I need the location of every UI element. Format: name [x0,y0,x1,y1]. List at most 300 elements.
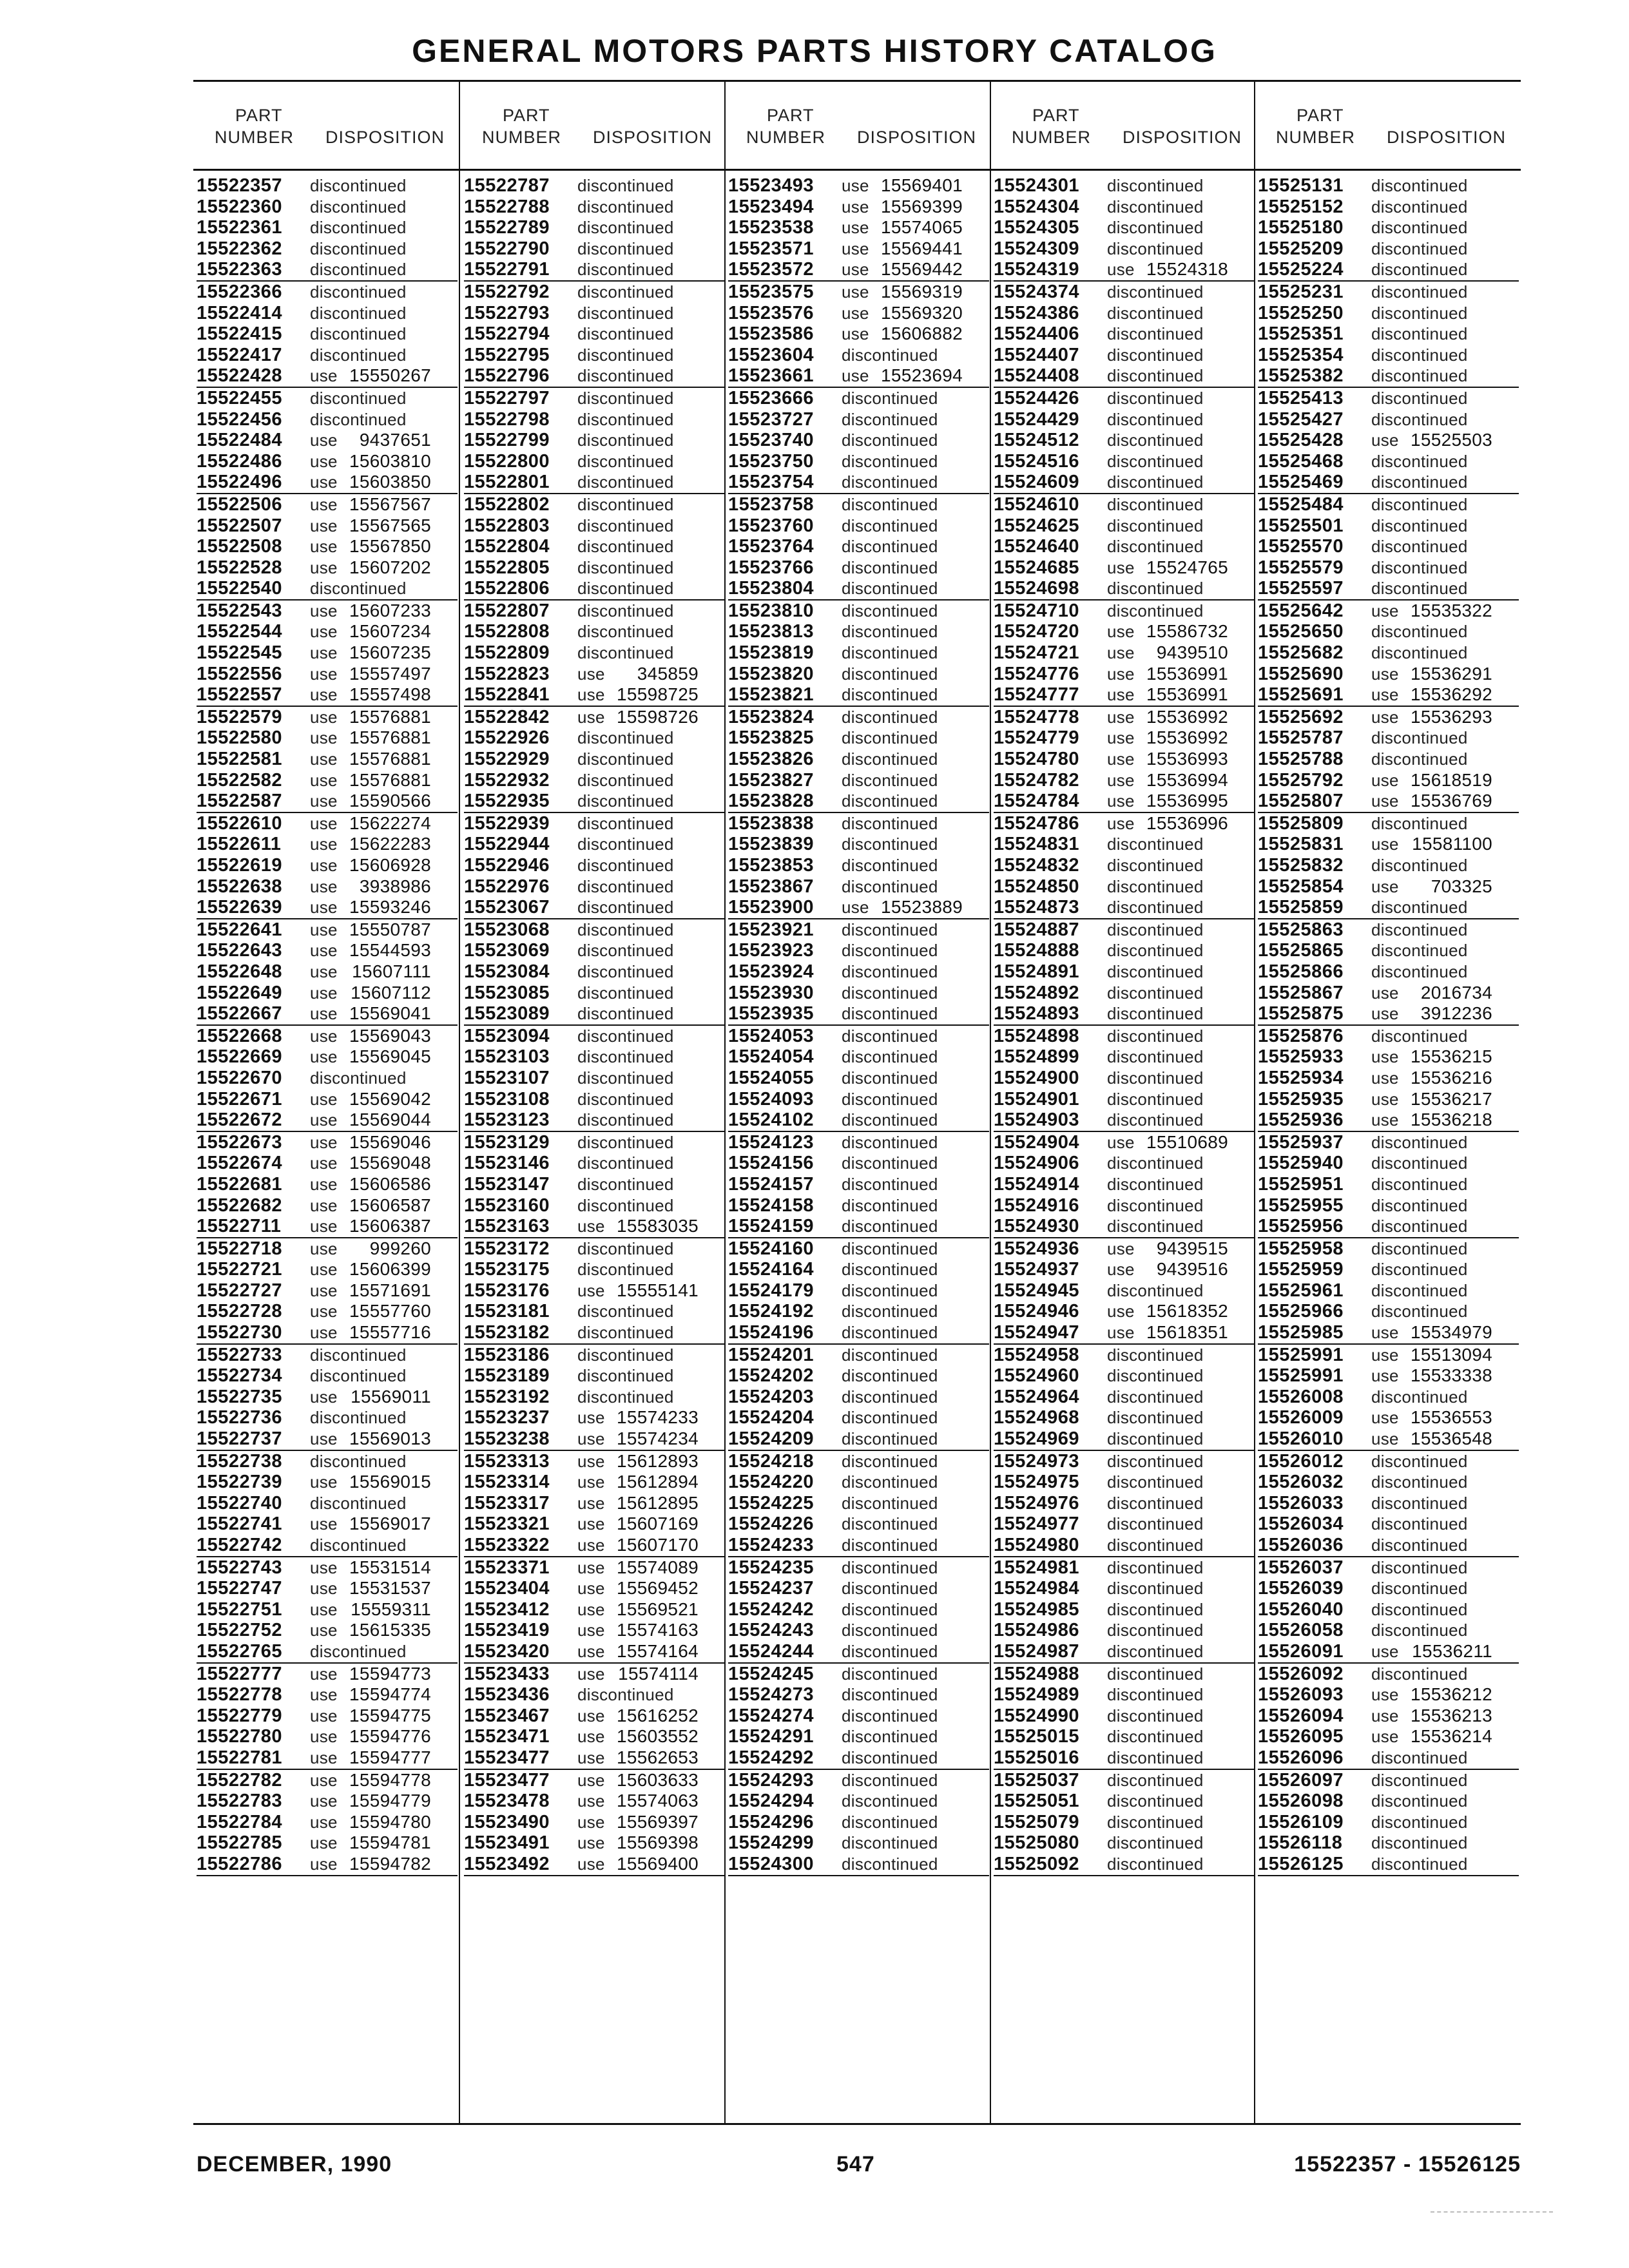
table-row [994,813,1255,834]
table-row [197,238,458,260]
table-row [728,1301,989,1322]
use-label: use [577,1854,605,1874]
part-number: 15522777 [197,1663,283,1684]
use-label: use [577,1280,605,1300]
table-row [197,621,458,642]
disposition [1371,876,1492,898]
table-row [464,557,725,579]
replacement-part: 15536211 [1412,1640,1492,1661]
disposition [1107,1238,1228,1260]
part-number: 15526093 [1258,1684,1344,1706]
disposition: discontinued [842,1854,938,1874]
table-row [464,1641,725,1664]
part-number: 15522946 [464,855,550,876]
disposition [1371,1706,1492,1727]
table-row [728,707,989,728]
table-row [1258,1770,1519,1791]
table-row [728,557,989,579]
use-label: use [310,1557,338,1577]
table-row [464,1132,725,1153]
part-number: 15525940 [1258,1153,1344,1174]
part-number: 15522738 [197,1450,283,1472]
part-number: 15522809 [464,642,550,664]
table-row [464,388,725,409]
table-row [728,451,989,472]
part-number: 15524946 [994,1301,1080,1322]
disposition: discontinued [577,1174,674,1194]
replacement-part: 15531514 [349,1557,431,1577]
table-row [728,259,989,282]
part-number: 15525787 [1258,727,1344,749]
use-label: use [310,1174,338,1194]
disposition: discontinued [1371,622,1468,642]
use-label: use [1371,983,1399,1003]
table-row [728,1238,989,1260]
use-label: use [1107,1302,1135,1321]
table-row [464,1174,725,1195]
table-row [728,409,989,430]
use-label: use [1107,260,1135,280]
use-label: use [310,685,338,705]
part-number: 15525484 [1258,494,1344,515]
table-row [197,1726,458,1747]
part-number: 15522804 [464,536,550,557]
disposition [310,515,431,537]
part-number: 15522779 [197,1705,283,1726]
disposition: discontinued [1107,1706,1204,1725]
part-number: 15523107 [464,1067,550,1088]
table-row [464,472,725,494]
table-row [728,1387,989,1408]
use-label: use [577,1429,605,1449]
disposition: discontinued [842,728,938,748]
use-label: use [1371,1345,1399,1365]
part-number: 15524296 [728,1811,815,1832]
part-number: 15524936 [994,1238,1080,1259]
part-number: 15523930 [728,982,815,1003]
table-row [197,1407,458,1428]
replacement-part: 15524765 [1146,557,1228,577]
part-number: 15523824 [728,706,815,727]
disposition [310,1195,431,1216]
table-row [1258,1089,1519,1110]
part-number: 15526036 [1258,1535,1344,1555]
table-row [464,494,725,515]
part-number: 15524976 [994,1492,1080,1514]
part-number: 15525037 [994,1769,1080,1791]
table-row [464,1301,725,1322]
part-number: 15523754 [728,472,815,493]
disposition [577,1535,699,1556]
replacement-part: 15536293 [1411,706,1492,727]
replacement-part: 15569044 [349,1110,431,1130]
disposition: discontinued [577,898,674,918]
table-row [728,282,989,303]
disposition: discontinued [842,1579,938,1599]
table-row [728,684,989,707]
part-number: 15525682 [1258,642,1344,664]
disposition [577,1726,699,1747]
part-number: 15523467 [464,1705,550,1726]
use-label: use [1107,770,1135,790]
part-number: 15523163 [464,1216,550,1237]
disposition: discontinued [842,813,938,833]
table-row [728,536,989,557]
replacement-part: 15576881 [349,769,431,790]
replacement-part: 15569041 [349,1003,431,1024]
disposition: discontinued [1107,1451,1204,1471]
table-row [994,1493,1255,1514]
table-row [464,1259,725,1280]
part-number: 15523108 [464,1088,550,1110]
part-number: 15522805 [464,557,550,578]
part-number: 15525092 [994,1853,1080,1874]
disposition: discontinued [1107,1685,1204,1705]
disposition: discontinued [1371,1770,1468,1790]
disposition [310,1770,431,1791]
replacement-part: 9439510 [1156,642,1228,663]
disposition: discontinued [1371,1791,1468,1811]
use-label: use [310,1302,338,1321]
table-row [464,1026,725,1047]
table-row [994,345,1255,366]
part-number: 15526125 [1258,1853,1344,1874]
table-row [197,1791,458,1812]
use-label: use [577,1557,605,1577]
replacement-part: 15569521 [617,1599,699,1619]
part-number: 15522484 [197,430,283,451]
table-row [464,961,725,983]
table-row [994,175,1255,197]
replacement-part: 15536548 [1411,1428,1492,1449]
table-row [197,365,458,388]
replacement-part: 2016734 [1420,982,1492,1003]
part-number: 15522823 [464,663,550,684]
part-number: 15524220 [728,1472,815,1493]
table-row [1258,983,1519,1004]
part-number: 15522798 [464,408,550,430]
replacement-part: 15606387 [349,1216,431,1236]
replacement-part: 15594776 [349,1726,431,1747]
part-number: 15522780 [197,1726,283,1747]
table-row [994,1854,1255,1876]
replacement-part: 15569042 [349,1088,431,1109]
table-row [994,1472,1255,1493]
disposition [577,1812,699,1833]
replacement-part: 15536992 [1146,727,1228,748]
replacement-part: 15576881 [349,749,431,769]
part-number: 15522641 [197,919,283,940]
table-row [994,727,1255,749]
table-row [464,1451,725,1472]
use-label: use [310,1153,338,1173]
replacement-part: 15569441 [881,238,963,258]
part-number: 15522580 [197,727,283,749]
disposition [310,1706,431,1727]
disposition [577,1216,699,1237]
disposition: discontinued [1107,579,1204,599]
part-number: 15523572 [728,259,815,280]
disposition [577,1407,699,1428]
part-number: 15522740 [197,1492,283,1514]
part-number: 15524968 [994,1407,1080,1428]
disposition: discontinued [842,1110,938,1130]
disposition [1107,684,1228,706]
table-row [197,536,458,557]
table-row [197,1557,458,1579]
use-label: use [1107,622,1135,642]
disposition: discontinued [842,983,938,1003]
disposition [577,1706,699,1727]
use-label: use [577,1747,605,1767]
part-number: 15524225 [728,1492,815,1514]
header-disposition: DISPOSITION [1123,128,1242,147]
disposition [310,1664,431,1685]
replacement-part: 15536996 [1146,812,1228,833]
header-disposition: DISPOSITION [857,128,977,147]
disposition [842,323,963,345]
disposition [1371,1345,1492,1366]
disposition: discontinued [577,1068,674,1088]
use-label: use [1371,1641,1399,1661]
part-number: 15524102 [728,1110,815,1131]
disposition: discontinued [1371,1599,1468,1619]
table-row [728,1322,989,1345]
table-row [1258,1068,1519,1089]
disposition [310,791,431,812]
use-label: use [1371,1727,1399,1747]
table-row [197,1153,458,1174]
table-row [1258,684,1519,707]
disposition: discontinued [310,1345,407,1365]
disposition [310,770,431,791]
disposition: discontinued [1371,1195,1468,1215]
table-row [1258,259,1519,282]
disposition: discontinued [842,1026,938,1046]
header-number: NUMBER [1012,128,1092,147]
disposition: discontinued [577,728,674,748]
part-number: 15522428 [197,365,283,387]
table-row [464,1089,725,1110]
table-row [1258,1153,1519,1174]
table-row [994,197,1255,218]
part-number: 15522682 [197,1195,283,1216]
part-number: 15523828 [728,791,815,812]
table-row [994,451,1255,472]
replacement-part: 15534979 [1411,1322,1492,1343]
table-row [994,621,1255,642]
use-label: use [577,1706,605,1725]
part-number: 15525956 [1258,1216,1344,1237]
part-number: 15522792 [464,281,550,302]
table-row [994,388,1255,409]
use-label: use [577,685,605,705]
replacement-part: 15557497 [349,663,431,684]
part-number: 15522670 [197,1067,283,1088]
replacement-part: 15594774 [349,1684,431,1705]
use-label: use [310,366,338,386]
disposition: discontinued [842,1770,938,1790]
part-number: 15523404 [464,1578,550,1599]
disposition [310,557,431,579]
part-number: 15525597 [1258,578,1344,599]
disposition: discontinued [1371,515,1468,535]
part-number: 15522841 [464,684,550,706]
replacement-part: 15536991 [1146,684,1228,705]
disposition [1371,1068,1492,1089]
part-number: 15522751 [197,1599,283,1620]
part-number: 15522528 [197,557,283,578]
part-number: 15523237 [464,1407,550,1428]
part-number: 15522742 [197,1535,283,1555]
table-row [1258,834,1519,855]
disposition [310,1322,431,1343]
disposition [577,1620,699,1641]
table-row [994,1322,1255,1345]
disposition: discontinued [1107,1620,1204,1640]
disposition: discontinued [310,260,407,280]
disposition [310,897,431,918]
disposition: discontinued [577,770,674,790]
disposition: discontinued [842,1132,938,1152]
replacement-part: 9439516 [1156,1259,1228,1280]
table-row [994,684,1255,707]
part-number: 15525935 [1258,1088,1344,1110]
use-label: use [310,1132,338,1152]
use-label: use [1371,1323,1399,1343]
table-row [1258,1387,1519,1408]
table-row [1258,282,1519,303]
table-row [464,238,725,260]
replacement-part: 15569046 [349,1131,431,1152]
table-row [197,813,458,834]
table-row [197,664,458,685]
replacement-part: 15569401 [881,175,963,195]
part-number: 15525131 [1258,175,1344,196]
use-label: use [310,451,338,471]
part-number: 15524512 [994,430,1080,451]
part-number: 15526095 [1258,1726,1344,1747]
disposition: discontinued [1371,961,1468,981]
table-row [197,1832,458,1854]
use-label: use [1371,1089,1399,1109]
disposition: discontinued [1107,1535,1204,1555]
disposition [310,1557,431,1579]
disposition [1371,707,1492,728]
part-number: 15525180 [1258,217,1344,238]
use-label: use [1107,557,1135,577]
part-number: 15523317 [464,1492,550,1514]
header-disposition: DISPOSITION [325,128,445,147]
table-row [464,1003,725,1026]
part-number: 15522797 [464,387,550,408]
part-number: 15522668 [197,1025,283,1046]
table-row [197,1003,458,1026]
disposition: discontinued [577,176,674,195]
part-number: 15525691 [1258,684,1344,706]
disposition: discontinued [842,1472,938,1492]
disposition [842,259,963,280]
part-number: 15524832 [994,855,1080,876]
table-row [994,1557,1255,1579]
part-number: 15525876 [1258,1025,1344,1046]
disposition [310,983,431,1004]
part-number: 15523666 [728,387,815,408]
disposition: discontinued [1107,218,1204,238]
disposition: discontinued [1371,1451,1468,1471]
parts-column [464,175,725,1876]
use-label: use [577,707,605,727]
replacement-part: 15607233 [349,600,431,620]
table-row [464,1514,725,1535]
part-number: 15525809 [1258,812,1344,834]
part-number: 15524899 [994,1046,1080,1068]
disposition: discontinued [577,557,674,577]
disposition: discontinued [1107,1068,1204,1088]
table-row [728,238,989,260]
disposition: discontinued [1371,1280,1468,1300]
part-number: 15523419 [464,1620,550,1641]
parts-column [1258,175,1519,1876]
part-number: 15523189 [464,1365,550,1387]
disposition: discontinued [842,1791,938,1811]
replacement-part: 15612894 [617,1472,699,1492]
table-row [197,791,458,813]
part-number: 15523477 [464,1769,550,1791]
table-row [464,536,725,557]
disposition: discontinued [842,622,938,642]
table-row [1258,1854,1519,1876]
part-number: 15525934 [1258,1067,1344,1088]
part-number: 15522752 [197,1620,283,1641]
part-number: 15523493 [728,175,815,196]
disposition: discontinued [577,1110,674,1130]
header-disposition: DISPOSITION [593,128,713,147]
table-row [1258,1238,1519,1260]
table-row [994,897,1255,919]
part-number: 15523471 [464,1726,550,1747]
table-row [994,791,1255,813]
table-row [197,1812,458,1833]
table-row [994,1791,1255,1812]
disposition [1371,1428,1492,1450]
part-number: 15522778 [197,1684,283,1706]
disposition [1371,1322,1492,1343]
table-row [728,855,989,876]
part-number: 15522801 [464,472,550,493]
replacement-part: 15598726 [617,706,699,727]
disposition: discontinued [1107,388,1204,408]
disposition: discontinued [1371,643,1468,663]
part-number: 15523147 [464,1173,550,1195]
table-row [197,409,458,430]
use-label: use [310,770,338,790]
replacement-part: 15550787 [349,919,431,939]
part-number: 15525209 [1258,238,1344,259]
replacement-part: 15536218 [1411,1110,1492,1130]
replacement-part: 15569013 [349,1428,431,1449]
disposition: discontinued [310,1451,407,1471]
table-row [728,940,989,961]
disposition [1371,1089,1492,1110]
part-number: 15522802 [464,494,550,515]
disposition: discontinued [577,430,674,450]
table-row [994,749,1255,770]
table-row [1258,940,1519,961]
use-label: use [577,664,605,684]
part-number: 15522579 [197,706,283,727]
disposition [310,1747,431,1769]
